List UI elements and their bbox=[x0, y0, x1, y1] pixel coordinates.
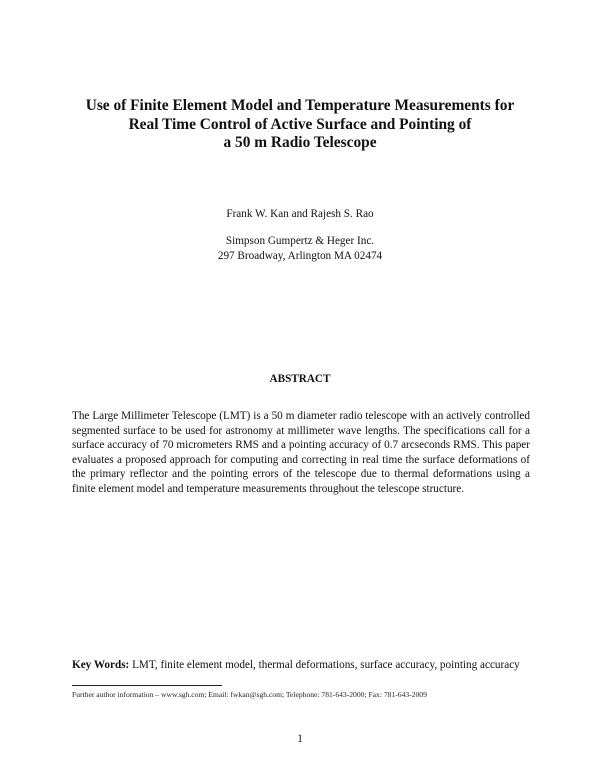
title-line: a 50 m Radio Telescope bbox=[223, 134, 377, 151]
keywords-label: Key Words: bbox=[72, 659, 130, 671]
footnote-divider bbox=[72, 685, 222, 686]
keywords bbox=[72, 659, 542, 671]
page-number: 1 bbox=[297, 733, 303, 745]
affiliation bbox=[0, 234, 600, 264]
affiliation-address: 297 Broadway, Arlington MA 02474 bbox=[217, 250, 383, 262]
title-line: Real Time Control of Active Surface and Pointing of bbox=[128, 115, 472, 133]
abstract-body: The Large Millimeter Telescope (LMT) is a 50 m diameter radio telescope with an actively controlled segmented surface to be used for astronomy at millimeter wave lengths. The specifications call for a surface accuracy of 70 micrometers RMS and a pointing accuracy of 0.7 arcseconds RMS. This paper evaluates a proposed approach for computing and correcting in real time the surface deformations of the primary reflector and the pointing errors of the telescope due to thermal deformations using a finite element model and temperature measurements throughout the telescope structure. bbox=[72, 410, 530, 495]
title-line: Use of Finite Element Model and Temperature Measurements for bbox=[85, 97, 515, 114]
footnote: Further author information – www.sgh.com; Email: fwkan@sgh.com; Telephone: 781-643-2000; Fax: 781-643-2009 bbox=[72, 690, 427, 699]
abstract-heading: ABSTRACT bbox=[269, 373, 331, 385]
keywords-text: LMT, finite element model, thermal deformations, surface accuracy, pointing accuracy bbox=[129, 659, 520, 671]
affiliation-org: Simpson Gumpertz & Heger Inc. bbox=[225, 235, 375, 247]
author-names: Frank W. Kan and Rajesh S. Rao bbox=[226, 208, 374, 220]
paper-title bbox=[60, 97, 540, 153]
